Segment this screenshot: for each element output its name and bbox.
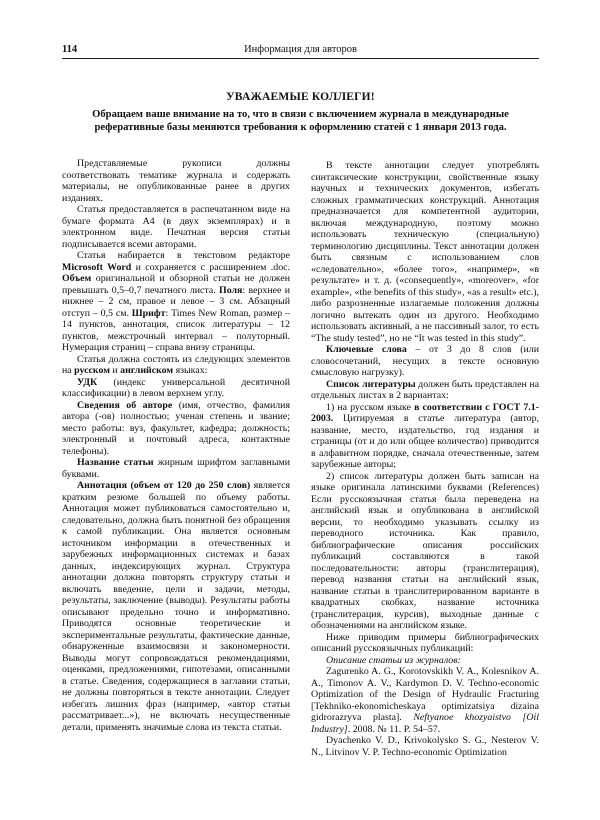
list-item-russian: 1) на русском языке в соответствии с ГОСТ 7.1-2003. Цитируемая в статье литература (автор, название, место, издательство, год издания и страницы (от и до или общее количество) приводится в алфавитном порядке, сначала отечественные, затем зарубежные авторы;: [311, 401, 539, 470]
list-item-latin: 2) список литературы должен быть записан на языке оригинала латинскими буквами (References) Если русскоязычная статья была переведена на английский язык и опубликована в английской версии, то необходимо указывать ссылку из переводного источника. Как правило, библиографические описания российских публикаций составляются в такой последовательности: авторы (транслитерация), перевод названия статьи на английский язык, название статьи в транслитерированном варианте в квадратных скобках, название источника (транслитерация, курсив), выходные данные с обозначениями на английском языке.: [311, 470, 539, 631]
paragraph-intro: Представляемые рукописи должны соответствовать тематике журнала и содержать материалы, не опубликованные ранее в других изданиях.: [62, 158, 290, 204]
paragraph-references: Список литературы должен быть представлен на отдельных листах в 2 вариантах:: [311, 378, 539, 401]
paragraph-abstract-style: В тексте аннотации следует употреблять синтаксические конструкции, свойственные языку научных и технических документов, избегать сложных грамматических конструкций. Аннотация предназначается для компетентной аудитории, включая международную, поэтому можно использовать техническую (специальную) терминологию дисциплины. Текст аннотации должен быть связным с использованием слов «следовательно», «более того», «например», «в результате» и т. д. («consequently», «moreover», «for example», «the benefits of this study», «as a result» etc.), либо разрозненные излагаемые положения должны логично вытекать один из другого. Необходимо использовать активный, а не пассивный залог, то есть “The study tested”, но не “It was tested in this study”.: [311, 160, 539, 344]
reference-example-1: Zagurenko A. G., Korotovskikh V. A., Kolesnikov A. A., Timonov A. V., Kardymon D. V. Techno-economic Optimization of the Design of Hydraulic Fracturing [Tekhniko-ekonomicheskaya optimizatsiya dizaina gidrorazryva plasta]. Neftyanoe khozyaistvo [Oil Industry]. 2008. № 11. P. 54–57.: [311, 666, 539, 735]
reference-example-2: Dyachenko V. D., Krivokolysko S. G., Nesterov V. N., Litvinov V. P. Techno-economic Optimization: [311, 735, 539, 758]
paragraph-article-title: Название статьи жирным шрифтом заглавными буквами.: [62, 457, 290, 480]
left-column: [62, 158, 290, 733]
page-title: УВАЖАЕМЫЕ КОЛЛЕГИ!: [226, 91, 375, 103]
notice-paragraph: Обращаем ваше внимание на то, что в связи с включением журнала в международные реферативные базы меняются требования к оформлению статей с 1 января 2013 года.: [92, 109, 509, 133]
paragraph-udk: УДК (индекс универсальной десятичной классификации) в левом верхнем углу.: [62, 376, 290, 399]
page-number: 114: [62, 44, 78, 55]
paragraph-keywords: Ключевые слова – от 3 до 8 слов (или словосочетаний, несущих в тексте основную смысловую нагрузку).: [311, 344, 539, 378]
running-header: [62, 44, 539, 59]
paragraph-format: Статья набирается в текстовом редакторе Microsoft Word и сохраняется с расширением .doc. Объем оригинальной и обзорной статьи не должен превышать 0,5–0,7 печатного листа. Поля: верхнее и нижнее – 2 см, правое и левое – 3 см. Абзацный отступ – 0,5 см. Шрифт: Times New Roman, размер – 14 пунктов, аннотация, список литературы – 12 пунктов, межстрочный интервал – полуторный. Нумерация страниц – справа внизу страницы.: [62, 250, 290, 353]
right-column: [311, 160, 539, 758]
paragraph-elements: Статья должна состоять из следующих элементов на русском и английском языках:: [62, 353, 290, 376]
paragraph-submission: Статья предоставляется в распечатанном виде на бумаге формата А4 (в двух экземплярах) и в электронном виде. Печатная версия статьи подписывается всеми авторами.: [62, 204, 290, 250]
examples-subheading: Описание статьи из журналов:: [326, 654, 461, 666]
paragraph-author-info: Сведения об авторе (имя, отчество, фамилия автора (-ов) полностью; ученая степень и звание; место работы: вуз, факультет, кафедра; должность; электронный и почтовый адреса, контактные телефоны).: [62, 399, 290, 457]
paragraph-examples: Ниже приводим примеры библиографических описаний русскоязычных публикаций:: [311, 631, 539, 654]
running-title: Информация для авторов: [244, 44, 357, 55]
paragraph-abstract: Аннотация (объем от 120 до 250 слов) является кратким резюме большей по объему работы. Аннотация может публиковаться самостоятельно и, следовательно, должна быть понятной без обращения к самой публикации. Она является основным источником информации в отечественных и зарубежных информационных системах и базах данных, индексирующих журнал. Структура аннотации должна повторять структуру статьи и включать введение, цели и задачи, методы, результаты, заключение (выводы). Результаты работы описывают предельно точно и информативно. Приводятся основные теоретические и экспериментальные результаты, фактические данные, обнаруженные взаимосвязи и закономерности. Выводы могут сопровождаться рекомендациями, оценками, предложениями, гипотезами, описанными в статье. Сведения, содержащиеся в заглавии статьи, не должны повторяться в тексте аннотации. Следует избегать лишних фраз (например, «автор статьи рассматривает...»), не включать несущественные детали, применять значимые слова из текста статьи.: [62, 480, 290, 733]
